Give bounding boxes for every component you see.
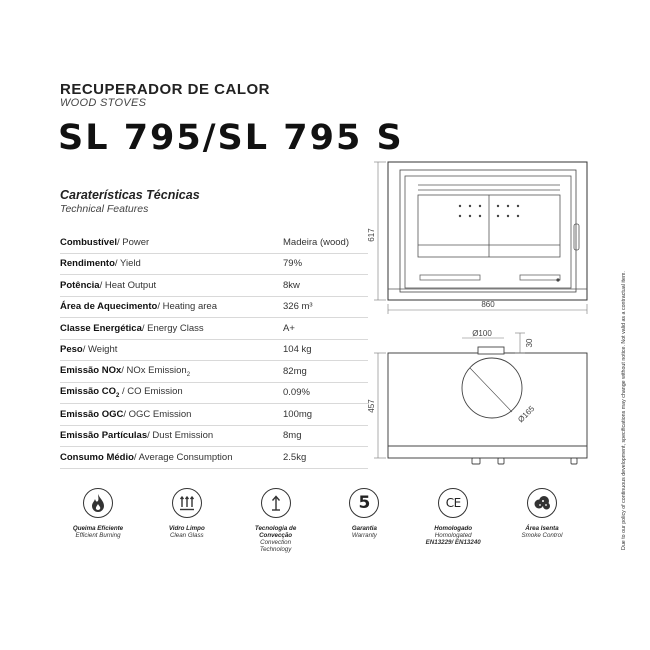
feature-warranty [326, 488, 402, 553]
feature-name: Área Isenta [525, 525, 559, 532]
spec-value: 104 kg [283, 344, 312, 356]
warranty-glyph: 5 [358, 493, 371, 513]
feature-convection [238, 488, 314, 553]
spec-value: 0.09% [283, 387, 310, 399]
ce-glyph: CE [445, 496, 461, 510]
feature-name: Homologado [434, 525, 473, 532]
spec-label-pt: Consumo Médio [60, 451, 134, 463]
spec-row-ogc [60, 404, 368, 426]
spec-label-en: / Yield [114, 258, 141, 270]
spec-label-pt: Potência [60, 279, 100, 291]
spec-value: 8kw [283, 279, 300, 291]
spec-label-en: / Heat Output [99, 279, 157, 291]
spec-label-en: / NOx Emission [121, 364, 187, 376]
spec-row-output [60, 275, 368, 297]
spec-value: 8mg [283, 430, 302, 442]
flame-icon [83, 488, 113, 518]
subscript: 2 [186, 371, 191, 378]
spec-row-co [60, 383, 368, 405]
spec-label-en: / CO Emission [119, 386, 183, 398]
feature-desc: Efficient Burning [75, 532, 121, 539]
spec-label-en: / Dust Emission [147, 430, 214, 442]
spec-table [60, 232, 368, 469]
spec-value: 82mg [283, 365, 307, 377]
top-view [388, 347, 587, 464]
feature-name: Queima Eficiente [72, 525, 124, 532]
spec-label-pt: Classe Energética [60, 322, 142, 334]
subscript: 2 [115, 393, 120, 400]
spec-label-pt: Área de Aquecimento [60, 301, 158, 313]
spec-row-dust [60, 426, 368, 448]
spec-label-pt: Rendimento [60, 258, 115, 270]
spec-value: A+ [283, 322, 295, 334]
features-title: Caraterísticas Técnicas [60, 188, 200, 202]
spec-row-energy-class [60, 318, 368, 340]
warranty-5-icon [349, 488, 379, 518]
spec-label-en: / OGC Emission [123, 408, 192, 420]
feature-smoke-control [504, 488, 580, 553]
spec-label-pt: Combustível [60, 236, 118, 248]
front-view-dots [459, 205, 560, 282]
spec-label-en: / Average Consumption [133, 451, 233, 463]
spec-value: 326 m³ [283, 301, 313, 313]
spec-value: 2.5kg [283, 451, 307, 463]
spec-label-en: / Energy Class [141, 322, 204, 334]
spec-value: 100mg [283, 408, 313, 420]
spec-label-pt: Emissão CO [60, 386, 116, 398]
feature-name-line: Convecção [259, 532, 293, 539]
technical-drawing [360, 150, 630, 480]
spec-label-pt: Peso [60, 344, 83, 356]
convection-icon [261, 488, 291, 518]
clean-glass-icon [172, 488, 202, 518]
spec-row-fuel [60, 232, 368, 254]
feature-desc: Convection [260, 539, 292, 546]
spec-row-consumption [60, 447, 368, 469]
feature-name: Vidro Limpo [168, 525, 205, 532]
front-height-label: 617 [367, 228, 376, 242]
feature-desc: EN13229/ EN13240 [425, 539, 481, 546]
features-subtitle: Technical Features [60, 203, 149, 215]
spec-label-pt: Emissão NOx [60, 364, 122, 376]
spec-label-pt: Emissão OGC [60, 408, 124, 420]
feature-desc: Smoke Control [521, 532, 563, 539]
spec-value: 79% [283, 258, 303, 270]
feature-homologated [415, 488, 491, 553]
feature-efficient-burning [60, 488, 136, 553]
disclaimer [621, 210, 631, 550]
smoke-cloud-icon [527, 488, 557, 518]
feature-name-line: Tecnologia de [254, 525, 297, 532]
spec-row-nox [60, 361, 368, 383]
feature-name: Garantia [351, 525, 377, 532]
spec-row-area [60, 297, 368, 319]
feature-desc: Homologated [434, 532, 472, 539]
flue-diameter-label: Ø100 [472, 329, 492, 338]
feature-desc: Clean Glass [169, 532, 204, 539]
spec-label-en: / Weight [82, 344, 118, 356]
flue-offset-label: 30 [525, 338, 534, 348]
top-depth-label: 457 [367, 399, 376, 413]
model-name: SL 795/SL 795 S [58, 118, 404, 158]
feature-desc: Warranty [351, 532, 377, 539]
spec-label-en: / Power [117, 236, 150, 248]
feature-clean-glass [149, 488, 225, 553]
disclaimer-text: Due to our policy of continuous development, specifications may change without notice. Not valid as a contractual item. [621, 271, 627, 550]
front-width-label: 860 [481, 300, 495, 309]
ce-mark-icon [438, 488, 468, 518]
spec-label-pt: Emissão Partículas [60, 430, 148, 442]
spec-label-en: / Heating area [157, 301, 217, 313]
air-diameter-label: Ø165 [516, 404, 537, 425]
feature-desc: Technology [259, 546, 292, 553]
spec-row-yield [60, 254, 368, 276]
spec-value: Madeira (wood) [283, 236, 349, 248]
spec-row-weight [60, 340, 368, 362]
feature-icons-row [60, 488, 580, 553]
header-title: RECUPERADOR DE CALOR [60, 81, 271, 98]
header-subtitle: WOOD STOVES [60, 97, 147, 109]
